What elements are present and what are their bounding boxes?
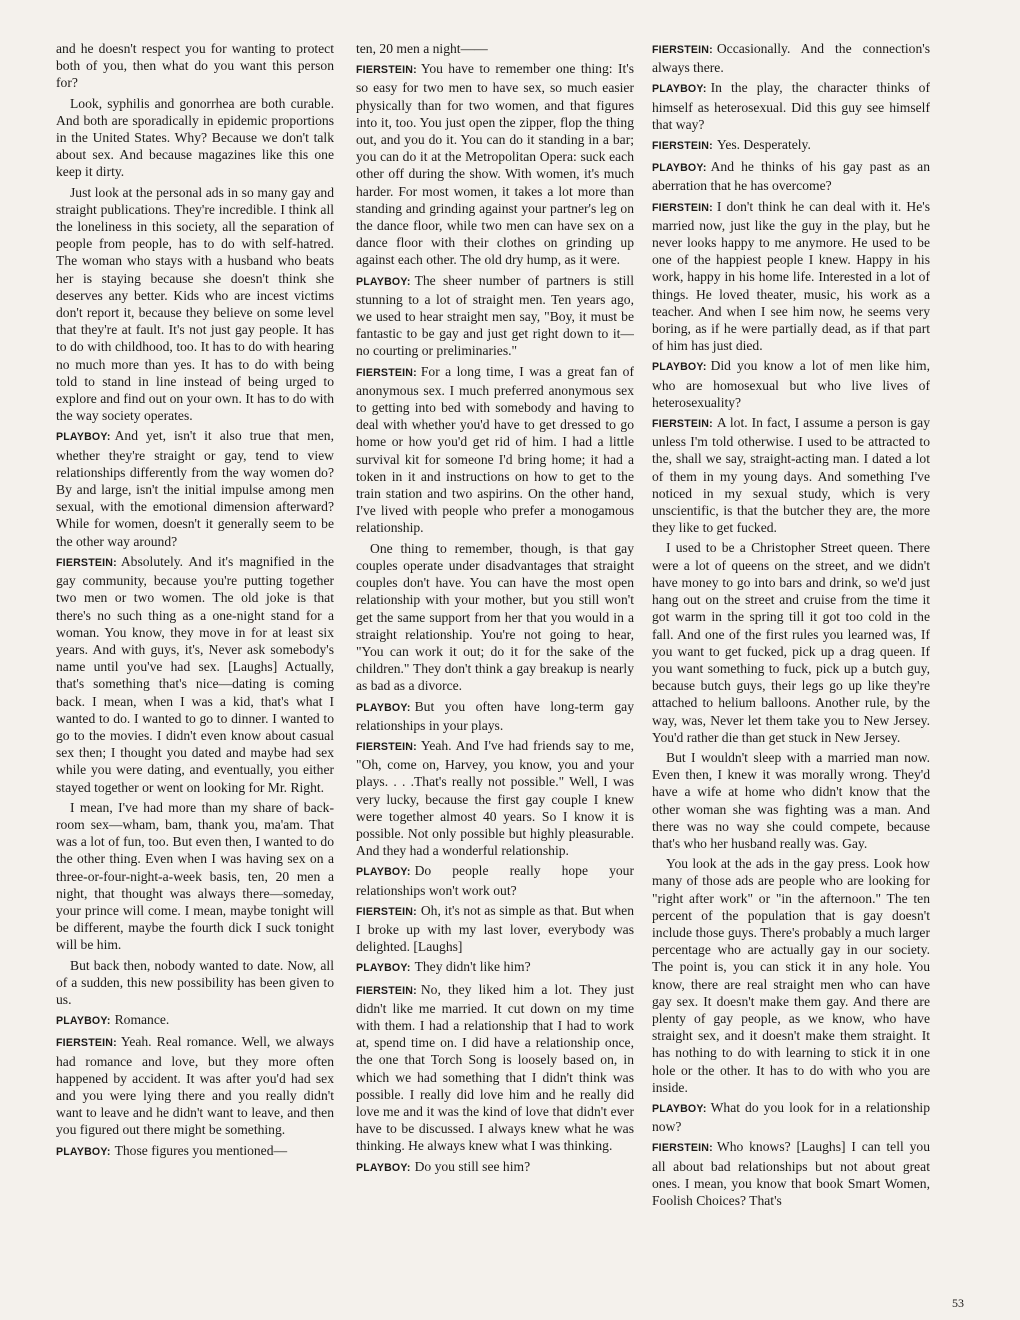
- speaker-label: FIERSTEIN:: [356, 984, 417, 997]
- speaker-label: PLAYBOY:: [356, 1161, 411, 1174]
- paragraph-text: Oh, it's not as simple as that. But when I broke up with my last lover, everybody was delighted. [Laughs]: [356, 902, 634, 955]
- speaker-label: PLAYBOY:: [652, 162, 707, 175]
- text-column-1: [56, 40, 334, 1285]
- paragraph-text: The sheer number of partners is still stunning to a lot of straight men. Ten years ago, we used to hear straight men say, "Boy, it must be fantastic to be gay and just get right down to it—no courting or preliminaries.": [356, 272, 634, 359]
- paragraph-text: Do you still see him?: [414, 1158, 531, 1174]
- speaker-label: FIERSTEIN:: [652, 418, 713, 431]
- interview-exchange: [56, 1011, 334, 1030]
- interview-exchange: [356, 958, 634, 977]
- paragraph-text: For a long time, I was a great fan of anonymous sex. I much preferred anonymous sex to getting into bed with somebody and having to deal with whether you'd have to get dressed to go home or how you'd get rid of him. I had a little survival kit for someone I'd bring home; it had a token in it and instructions on how to get to the train station and two aspirins. On the other hand, I've lived with people who prefer a monogamous relationship.: [356, 363, 634, 536]
- interview-exchange: [652, 198, 930, 355]
- interview-exchange: [356, 272, 634, 360]
- speaker-label: FIERSTEIN:: [56, 556, 117, 569]
- paragraph: [652, 749, 930, 852]
- paragraph-text: Occasionally. And the connection's always there.: [652, 41, 930, 76]
- paragraph: [56, 95, 334, 181]
- speaker-label: FIERSTEIN:: [356, 740, 417, 753]
- interview-exchange: [356, 737, 634, 859]
- interview-exchange: [652, 136, 930, 155]
- paragraph-text: A lot. In fact, I assume a person is gay unless I'm told otherwise. I used to be attracted to the, shall we say, straight-acting man. I dated a lot of them in my young days. And something I've noticed in my sexual study, which is very unscientific, is that the butcher they are, the more they like to get fucked.: [652, 415, 930, 536]
- speaker-label: FIERSTEIN:: [652, 201, 713, 214]
- paragraph-text: Absolutely. And it's magnified in the gay community, because you're putting together two men or two women. The old joke is that there's no such thing as a one-night stand for a woman. You know, they move in for at least six years. And with guys, it's, Never ask somebody's name until you've had sex. [Laughs] Actually, that's something that's nice—dating is coming back. I mean, when I was a kid, that's what I wanted to do. I wanted to go to dinner. I wanted to go to the movies. I didn't even know about casual sex then; I thought you dated and maybe had sex while you were dating, and eventually, you either stayed together or went on looking for Mr. Right.: [56, 553, 334, 795]
- paragraph: [356, 40, 634, 57]
- paragraph: [56, 799, 334, 954]
- speaker-label: PLAYBOY:: [356, 701, 411, 714]
- paragraph-text: But I wouldn't sleep with a married man now. Even then, I knew it was morally wrong. They'd have a wife at home who didn't know that the other woman she was fighting was a man. And there was no way she could compete, because that's who her husband really was. Gay.: [652, 749, 930, 851]
- interview-exchange: [652, 1138, 930, 1209]
- speaker-label: FIERSTEIN:: [356, 64, 417, 77]
- interview-exchange: [356, 902, 634, 956]
- paragraph: [56, 957, 334, 1009]
- paragraph: [56, 184, 334, 425]
- paragraph-text: Yes. Desperately.: [716, 137, 811, 153]
- speaker-label: FIERSTEIN:: [652, 1142, 713, 1155]
- interview-exchange: [56, 553, 334, 796]
- interview-exchange: [356, 1158, 634, 1177]
- interview-exchange: [652, 1099, 930, 1135]
- paragraph-text: I used to be a Christopher Street queen. There were a lot of queens on the street, and we didn't have money to go into bars and drink, so we'd just hang out on the street and cruise from the time it got warm in the spring till it got too cold in the fall. And one of the first rules you learned was, If you want to get fucked, pick up a drag queen. If you want something to fuck, pick up a butch guy, because butch guys, their legs go up like they're attached to helium balloons. Another rule, by the way, was, Never let them take you to New Jersey. You'd rather die than get stuck in New Jersey.: [652, 540, 930, 745]
- text-column-3: [652, 40, 930, 1285]
- speaker-label: PLAYBOY:: [56, 431, 111, 444]
- paragraph-text: And yet, isn't it also true that men, whether they're straight or gay, tend to view relationships differently from the way women do? By and large, isn't the initial impulse among men sexual, with the emotional dimension afterward? While for women, doesn't it generally seem to be the other way around?: [56, 428, 334, 549]
- paragraph-text: I don't think he can deal with it. He's married now, just like the guy in the play, but he never looks happy to me anymore. He used to be one of the happiest people I knew. Happy in his work, happy in his home life. Interested in a lot of things. He loved theater, music, his work as a teacher. And when I see him now, he seems very boring, as if he were partially dead, as if that part of him has just died.: [652, 198, 930, 354]
- interview-exchange: [356, 862, 634, 898]
- interview-exchange: [56, 1033, 334, 1138]
- paragraph: [652, 539, 930, 745]
- speaker-label: PLAYBOY:: [56, 1145, 111, 1158]
- paragraph-text: You look at the ads in the gay press. Look how many of those ads are people who are looking for "right after work" or "in the afternoon." The ten percent of the population that is gay doesn't include those guys. There's probably a much larger percentage who are actually gay in our society. The point is, you can stick it in any hole. You know, there are real straight men who can have gay sex. It doesn't make them gay. And there are plenty of gay people, as we know, who have straight sex, and it doesn't make them straight. It has nothing to do with learning to stick it in one hole or the other. It has to do with who you are inside.: [652, 856, 930, 1095]
- speaker-label: PLAYBOY:: [356, 275, 411, 288]
- paragraph-text: Did you know a lot of men like him, who are homosexual but who live lives of heterosexuality?: [652, 358, 930, 410]
- speaker-label: PLAYBOY:: [56, 1015, 111, 1028]
- speaker-label: PLAYBOY:: [652, 361, 707, 374]
- paragraph-text: Who knows? [Laughs] I can tell you all about bad relationships but not about great ones. I mean, you know that book Smart Women, Foolish Choices? That's: [652, 1139, 930, 1208]
- speaker-label: FIERSTEIN:: [652, 140, 713, 153]
- paragraph-text: And he thinks of his gay past as an aberration that he has overcome?: [652, 159, 930, 194]
- interview-exchange: [652, 158, 930, 194]
- interview-exchange: [356, 698, 634, 734]
- paragraph-text: ten, 20 men a night——: [356, 41, 488, 56]
- interview-exchange: [356, 60, 634, 268]
- speaker-label: PLAYBOY:: [356, 866, 411, 879]
- paragraph: [56, 40, 334, 92]
- paragraph-text: Yeah. And I've had friends say to me, "Oh, come on, Harvey, you know, you and your plays. . . .That's really not possible." Well, I was very lucky, because the first gay couple I knew were together almost 40 years. So I know it is possible. Not only possible but highly pleasurable. And they had a wonderful relationship.: [356, 737, 634, 859]
- interview-exchange: [652, 357, 930, 411]
- speaker-label: PLAYBOY:: [652, 1102, 707, 1115]
- interview-exchange: [56, 1142, 334, 1161]
- paragraph-text: What do you look for in a relationship now?: [652, 1099, 930, 1135]
- text-column-2: [356, 40, 634, 1285]
- speaker-label: FIERSTEIN:: [56, 1037, 117, 1050]
- paragraph-text: One thing to remember, though, is that gay couples operate under disadvantages that straight couples don't have. You can have the most open relationship with your mother, but you still won't get the same support from her that you would in a straight relationship. You're not going to hear, "You can work it out; do it for the sake of the children." They don't think a gay breakup is nearly as bad as a divorce.: [356, 540, 634, 694]
- speaker-label: FIERSTEIN:: [652, 44, 713, 56]
- paragraph-text: Those figures you mentioned—: [114, 1142, 288, 1158]
- interview-exchange: [356, 981, 634, 1155]
- paragraph: [652, 855, 930, 1096]
- paragraph-text: In the play, the character thinks of himself as heterosexual. Did this guy see himself that way?: [652, 80, 930, 132]
- paragraph-text: You have to remember one thing: It's so easy for two men to have sex, so much easier physically than for two women, and that figures into it, too. You just open the zipper, flop the thing out, and you do it. You can do it standing in a bar; you can do it at the Metropolitan Opera: suck each other off during the show. With women, it's much harder. For most women, it takes a lot more than standing and grinding against your partner's leg on the dance floor, while two men can have sex on a dance floor with their clothes on grinding up against each other. The old dry hump, as it were.: [356, 61, 634, 268]
- paragraph-text: But back then, nobody wanted to date. Now, all of a sudden, this new possibility has been given to us.: [56, 957, 334, 1007]
- paragraph-text: They didn't like him?: [414, 959, 531, 975]
- interview-exchange: [652, 40, 930, 76]
- paragraph-text: Yeah. Real romance. Well, we always had romance and love, but they more often happened by accident. It was after you'd had sex and you were lying there and you really didn't want to leave and he didn't want to leave, and then you figured out there might be something.: [56, 1034, 334, 1138]
- paragraph-text: Romance.: [114, 1012, 170, 1028]
- paragraph-text: But you often have long-term gay relationships in your plays.: [356, 698, 634, 733]
- paragraph-text: No, they liked him a lot. They just didn't like me married. It cut down on my time with them. I had a relationship that I had to work at, spend time on. I did have a relationship once, the one that Torch Song is loosely based on, in which we had something that I didn't think was possible. I really did love him and he really did love me and it was the kind of love that didn't ever have to be discussed. I always knew what he was thinking. He always knew what I was thinking.: [356, 981, 634, 1154]
- paragraph-text: Look, syphilis and gonorrhea are both curable. And both are sporadically in epidemic proportions in the United States. Why? Because we don't talk about sex. And because magazines like this one keep it dirty.: [56, 95, 334, 180]
- page-number: 53: [952, 1296, 964, 1310]
- speaker-label: FIERSTEIN:: [356, 905, 417, 918]
- interview-exchange: [56, 427, 334, 549]
- paragraph-text: I mean, I've had more than my share of back-room sex—wham, bam, thank you, ma'am. That was a lot of fun, too. But even then, I wanted to do the other thing. Even when I was having sex on a three-or-four-night-a-week basis, ten, 20 men a night, that thought was always there—someday, your prince will come. I mean, maybe tonight will be different, maybe the fourth dick I suck tonight will be him.: [56, 799, 334, 953]
- interview-exchange: [652, 79, 930, 133]
- speaker-label: PLAYBOY:: [652, 83, 707, 96]
- speaker-label: PLAYBOY:: [356, 962, 411, 975]
- speaker-label: FIERSTEIN:: [356, 366, 417, 379]
- paragraph-text: and he doesn't respect you for wanting to protect both of you, then what do you want this person for?: [56, 41, 334, 91]
- paragraph: [356, 540, 634, 695]
- paragraph-text: Do people really hope your relationships won't work out?: [356, 863, 634, 898]
- paragraph-text: Just look at the personal ads in so many gay and straight publications. They're incredible. I think all the loneliness in this society, all the separation of people from people, has to do with self-hatred. The woman who stays with a husband who beats her is staying because she doesn't think she deserves any better. Kids who are incest victims don't report it, because they believe on some level that they're at fault. It's not just gay people. It has to do with childhood, too. It has to do with hearing no much more than yes. It has to do with being told to stand in line instead of being urged to explore and find out on your own. It has to do with the way society operates.: [56, 184, 334, 424]
- interview-exchange: [356, 363, 634, 537]
- interview-exchange: [652, 414, 930, 536]
